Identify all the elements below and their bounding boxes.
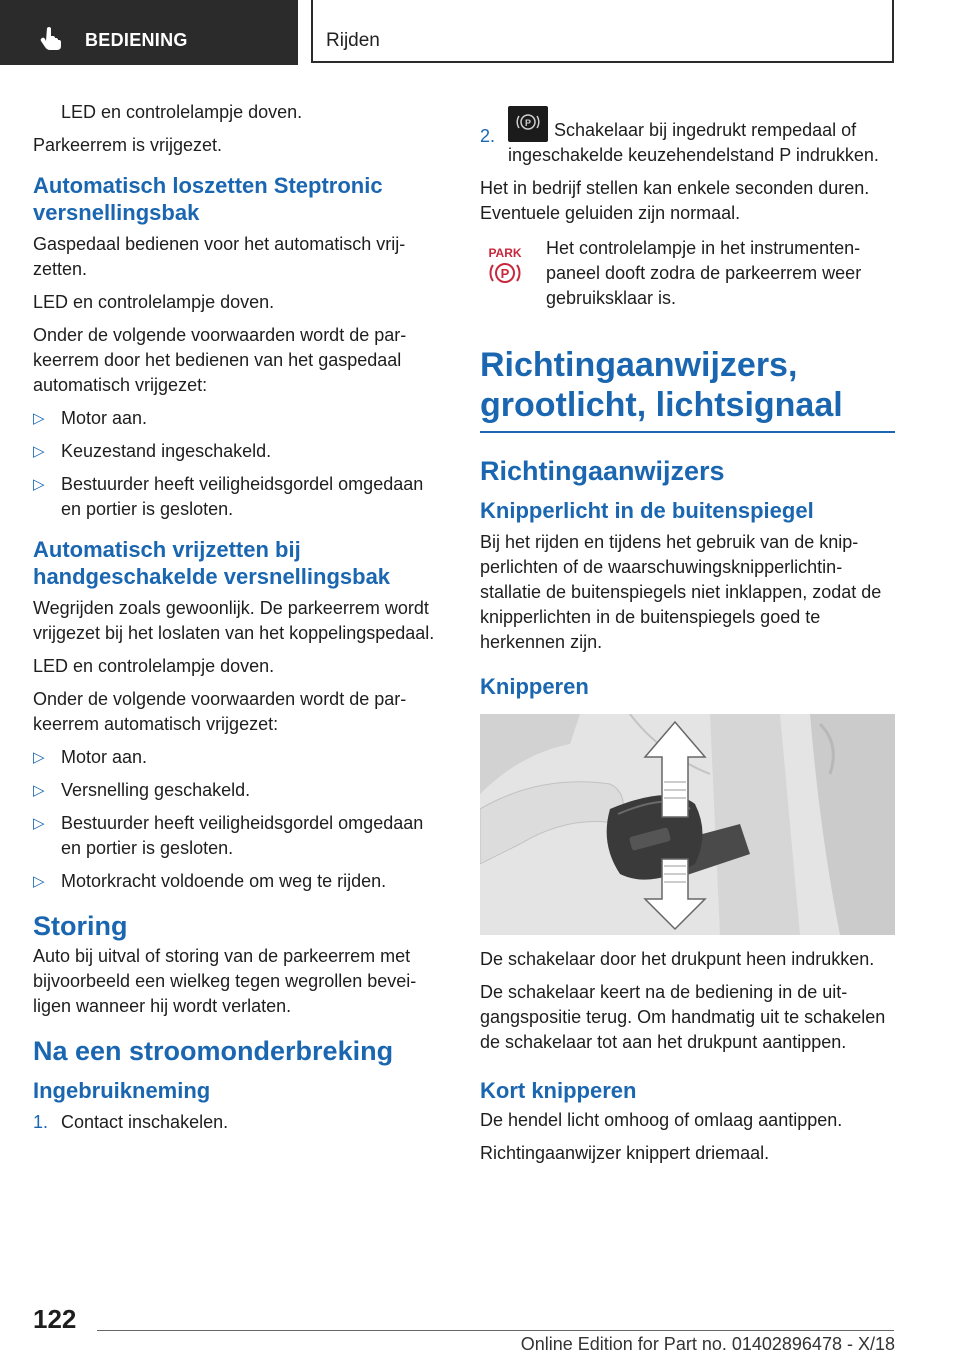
chapter-tab: [311, 0, 894, 63]
paragraph: Het controlelampje in het instrumentenpaneel dooft zodra de parkeerrem weer gebruiksklaar is.: [546, 238, 862, 308]
step-text-content: Schakelaar bij ingedrukt rempedaal of ingeschakelde keuzehendelstand P indrukken.: [508, 120, 879, 165]
list-item: [33, 778, 447, 803]
heading-storing: Storing: [33, 911, 128, 941]
heading-knipperen: Knipperen: [480, 674, 589, 699]
list-item: [33, 406, 447, 431]
list-item-text: Motorkracht voldoende om weg te rijden.: [61, 871, 387, 891]
park-lamp-label: PARK: [488, 246, 522, 260]
triangle-bullet-icon: ▷: [33, 410, 45, 427]
heading-knipperlicht: Knipperlicht in de buitenspiegel: [480, 498, 814, 523]
list-item-text: Motor aan.: [61, 747, 148, 767]
list-item-text: Keuzestand ingeschakeld.: [61, 441, 272, 461]
triangle-bullet-icon: ▷: [33, 749, 45, 766]
paragraph: Het in bedrijf stellen kan enkele seconden duren. Eventuele geluiden zijn normaal.: [480, 178, 870, 223]
heading-power-interruption: Na een stroomonderbreking: [33, 1036, 394, 1066]
heading-richtingaanwijzers: Richtingaanwijzers: [480, 456, 725, 486]
triangle-bullet-icon: ▷: [33, 443, 45, 460]
triangle-bullet-icon: ▷: [33, 815, 45, 832]
paragraph: Auto bij uitval of storing van de parkeerrem met bijvoorbeeld een wielkeg tegen wegrollen beveiligen wanneer hij wordt verlaten.: [33, 946, 417, 1016]
list-item: [33, 869, 447, 894]
edition-footer: Online Edition for Part no. 01402896478 - X/18: [520, 1334, 895, 1354]
list-item-text: Bestuurder heeft veiligheidsgordel omgedaan en portier is gesloten.: [61, 813, 424, 858]
list-item: [33, 472, 447, 522]
list-item: [33, 439, 447, 464]
footer-divider: [97, 1330, 894, 1331]
paragraph: Parkeerrem is vrijgezet.: [33, 135, 223, 155]
chapter-label: Rijden: [326, 30, 380, 51]
paragraph: LED en controlelampje doven.: [61, 102, 303, 122]
list-item: [33, 811, 447, 861]
heading-kort-knipperen: Kort knipperen: [480, 1078, 637, 1103]
hand-pointer-icon: [40, 26, 62, 50]
paragraph: Richtingaanwijzer knippert driemaal.: [480, 1143, 770, 1163]
step-number: 1.: [33, 1112, 49, 1132]
chapter-heading: Richtingaanwijzers, grootlicht, lichtsignaal: [480, 345, 895, 433]
paragraph: LED en controlelampje doven.: [33, 656, 275, 676]
list-item-text: Motor aan.: [61, 408, 148, 428]
park-lamp-letter: P: [500, 266, 510, 281]
section-label: BEDIENING: [85, 30, 188, 50]
paragraph: LED en controlelampje doven.: [33, 292, 275, 312]
triangle-bullet-icon: ▷: [33, 476, 45, 493]
paragraph: De schakelaar keert na de bediening in de uitgangspositie terug. Om handmatig uit te schakelen de schakelaar tot aan het drukpunt aantippen.: [480, 982, 886, 1052]
svg-text:P: P: [524, 118, 532, 128]
heading-auto-manual: Automatisch vrijzetten bij handgeschakelde versnellingsbak: [33, 537, 391, 589]
step-text: Contact inschakelen.: [61, 1112, 229, 1132]
heading-ingebruikneming: Ingebruikneming: [33, 1078, 211, 1103]
section-tab: [0, 0, 298, 65]
paragraph: Gaspedaal bedienen voor het automatisch vrijzetten.: [33, 234, 406, 279]
step-text: [508, 106, 895, 168]
right-column: [480, 106, 895, 1174]
list-item-text: Bestuurder heeft veiligheidsgordel omgedaan en portier is gesloten.: [61, 474, 424, 519]
step-item: [480, 106, 895, 168]
heading-auto-steptronic: Automatisch loszetten Steptronic versnellingsbak: [33, 173, 383, 225]
triangle-bullet-icon: ▷: [33, 782, 45, 799]
parking-brake-switch-icon: [508, 106, 548, 142]
paragraph: Onder de volgende voorwaarden wordt de parkeerrem door het bedienen van het gaspedaal automatisch vrijgezet:: [33, 325, 407, 395]
turn-signal-lever-illustration: [480, 714, 895, 935]
paragraph: Wegrijden zoals gewoonlijk. De parkeerrem wordt vrijgezet bij het loslaten van het koppelingspedaal.: [33, 598, 435, 643]
triangle-bullet-icon: ▷: [33, 873, 45, 890]
paragraph: Onder de volgende voorwaarden wordt de parkeerrem automatisch vrijgezet:: [33, 689, 407, 734]
park-warning-lamp-icon: [480, 236, 546, 311]
page-number: 122: [33, 1304, 77, 1334]
step-item: [33, 1110, 447, 1135]
paragraph: De hendel licht omhoog of omlaag aantippen.: [480, 1110, 843, 1130]
park-indicator-note: [480, 236, 895, 311]
step-number: 2.: [480, 126, 496, 146]
left-column: [33, 100, 447, 1143]
paragraph: De schakelaar door het drukpunt heen indrukken.: [480, 949, 875, 969]
paragraph: Bij het rijden en tijdens het gebruik van de knipperlichten of de waarschuwingsknipperlichtinstallatie de buitenspiegels niet inklappen, zodat de knipperlichten in de buitenspiegels goed te herkennen zijn.: [480, 532, 882, 652]
list-item-text: Versnelling geschakeld.: [61, 780, 251, 800]
list-item: [33, 745, 447, 770]
